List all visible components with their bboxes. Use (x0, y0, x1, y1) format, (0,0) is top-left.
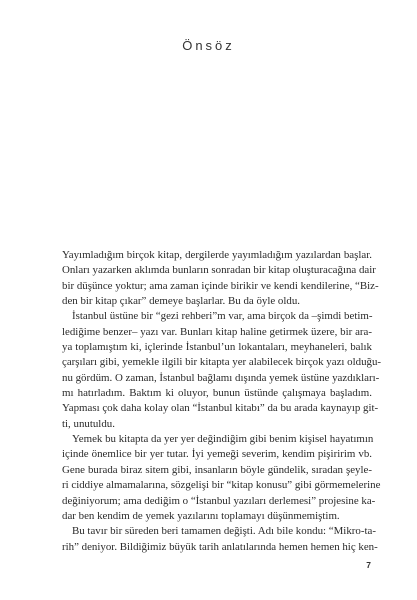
text-line: Yayımladığım birçok kitap, dergilerde yayımladığım yazılardan başlar. (62, 249, 372, 261)
text-line: rih” deniyor. Bildiğimiz büyük tarih anlatılarında hemen hemen hiç ken- (62, 540, 378, 553)
text-line: nu gördüm. O zaman, İstanbul bağlamı dışında yemek üstüne yazdıkları- (62, 371, 380, 384)
text-line: içinde önemlice bir yer tutar. İyi yemeği severim, kendim pişiririm vb. (62, 448, 372, 461)
chapter-title: Önsöz (182, 38, 235, 53)
page-number: 7 (366, 560, 371, 570)
text-line: bir düşünce yoktur; ama zaman içinde birikir ve kendi kendilerine, “Biz- (62, 279, 379, 292)
text-line: lediğime benzer– yazı var. Bunları kitap haline getirmek üzere, bir ara- (62, 325, 372, 338)
text-line: den bir kitap çıkar” demeye başlarlar. Bu da öyle oldu. (62, 295, 300, 308)
text-line: Onları yazarken aklımda bunların sonradan bir kitap oluşturacağına dair (62, 264, 376, 277)
text-line: ya toplamıştım ki, içlerinde İstanbul’un lokantaları, meyhaneleri, balık (62, 341, 372, 354)
text-line: Gene burada biraz sitem gibi, insanların böyle gündelik, sıradan şeyle- (62, 463, 372, 476)
text-line: çarşıları gibi, yemekle ilgili bir kitapta yer alabilecek birçok yazı olduğu- (62, 356, 382, 369)
text-line: Bu tavır bir süreden beri tamamen değişti. Adı bile kondu: “Mikro-ta- (72, 525, 376, 538)
text-line: İstanbul üstüne bir “gezi rehberi”m var, ama birçok da –şimdi betim- (72, 310, 373, 323)
text-line: ti, unutuldu. (62, 417, 115, 430)
text-line: Yemek bu kitapta da yer yer değindiğim gibi benim kişisel hayatımın (72, 433, 374, 446)
text-line: mı hatırladım. Baktım ki oluyor, bunun üstünde çalışmaya başladım. (62, 387, 372, 400)
text-line: ri ciddiye almamalarına, sözgelişi bir “kitap konusu” gibi görmemelerine (62, 479, 381, 492)
body-text (62, 248, 382, 555)
text-line: değiniyorum; ama dediğim o “İstanbul yazıları derlemesi” projesine ka- (62, 494, 376, 507)
text-line: Yapması çok daha kolay olan “İstanbul kitabı” da bu arada kaynayıp git- (62, 402, 379, 415)
text-line: dar ben kendim de yemek yazılarını toplamayı düşünmemiştim. (62, 509, 340, 522)
